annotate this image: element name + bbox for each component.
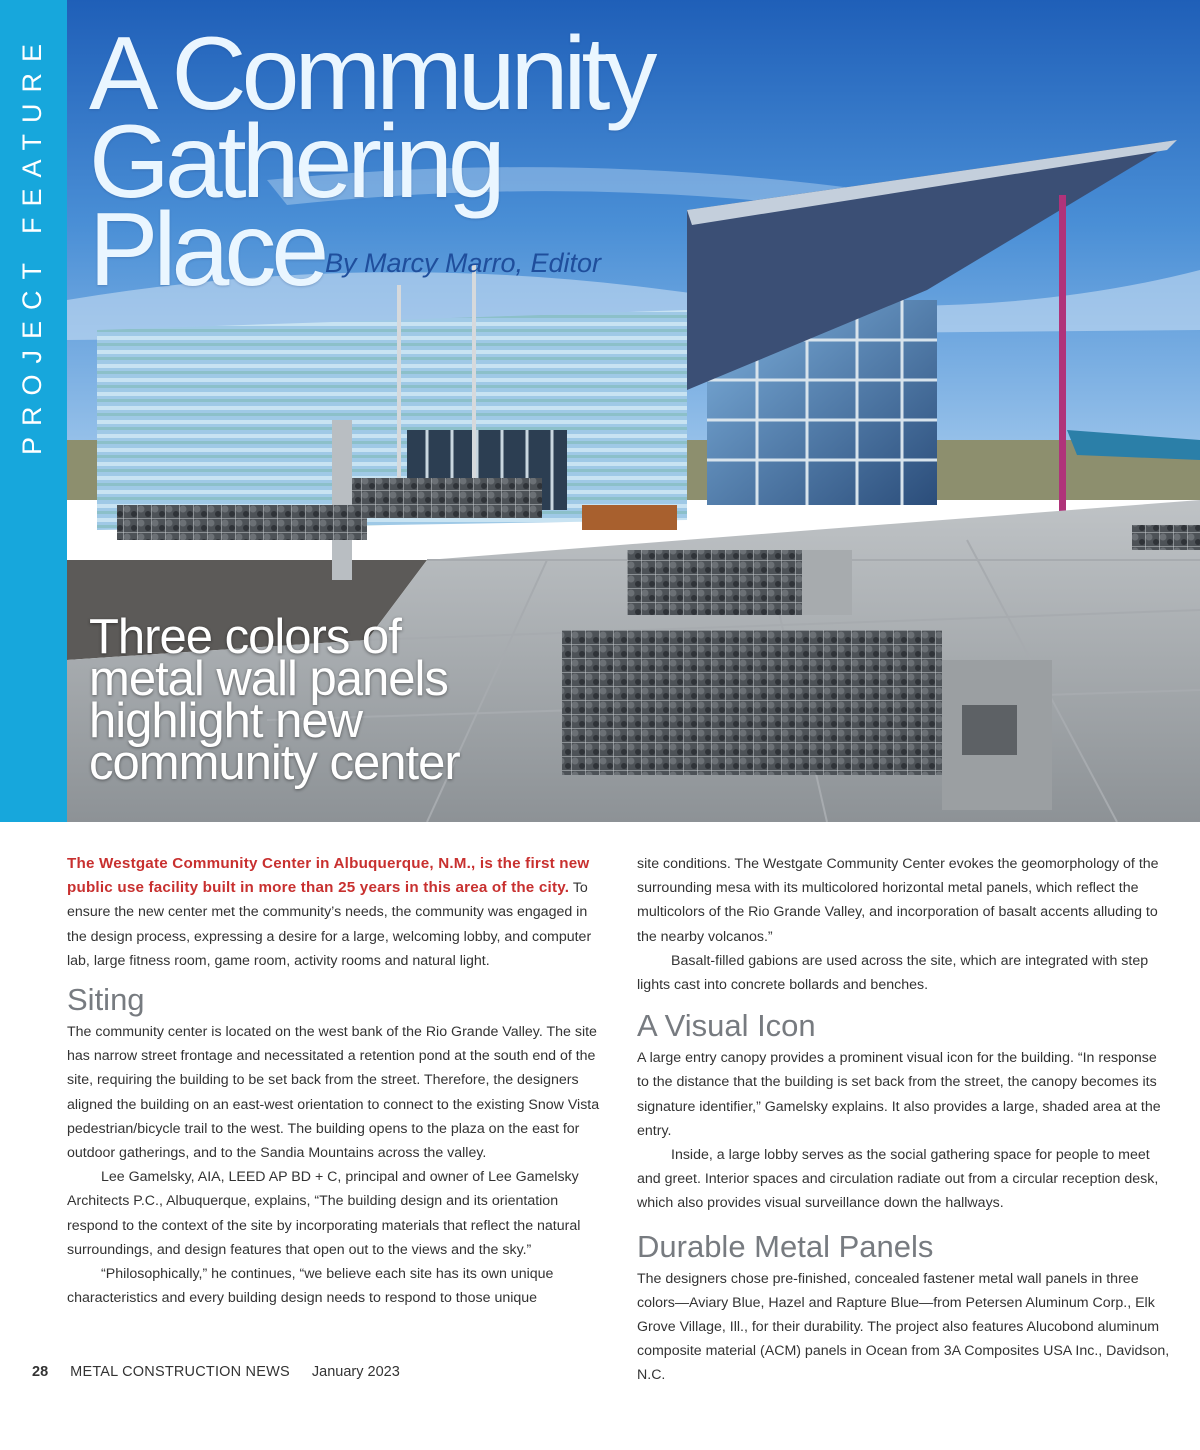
intro-paragraph bbox=[67, 852, 602, 973]
body-paragraph: Lee Gamelsky, AIA, LEED AP BD + C, principal and owner of Lee Gamelsky Architects P.C., Albuquerque, explains, “The building design and its orientation respond to the context of the site by incorporating materials that reflect the natural surroundings, and design features that open out to the views and the sky.” bbox=[67, 1169, 581, 1258]
body-paragraph: A large entry canopy provides a prominent visual icon for the building. “In response to the distance that the building is set back from the street, the canopy becomes its signature identifier,” Gamelsky explains. It also provides a large, shaded area at the entry. bbox=[637, 1050, 1161, 1139]
deck-line: highlight new bbox=[89, 694, 363, 748]
body-paragraph: The designers chose pre-finished, concealed fastener metal wall panels in three colors—Aviary Blue, Hazel and Rapture Blue—from Petersen Aluminum Corp., Elk Grove Village, Ill., for their durability. The project also features Alucobond aluminum composite material (ACM) panels in Ocean from 3A Composites USA Inc., Davidson, N.C. bbox=[637, 1270, 1170, 1384]
magazine-name: METAL CONSTRUCTION NEWS bbox=[70, 1364, 290, 1380]
article-deck bbox=[89, 610, 460, 790]
byline: By Marcy Marro, Editor bbox=[325, 248, 602, 278]
section-label: PROJECT FEATURE bbox=[17, 32, 47, 455]
deck-line: Three colors of bbox=[89, 610, 401, 664]
title-line: Gathering bbox=[89, 104, 501, 220]
body-paragraph: site conditions. The Westgate Community Center evokes the geomorphology of the surrounding mesa with its multicolored horizontal metal panels, which reflect the multicolors of the Rio Grande Valley, and incorporation of basalt accents alluding to the nearby volcanos.” bbox=[637, 856, 1159, 945]
title-line: Place bbox=[89, 192, 325, 308]
issue-date: January 2023 bbox=[311, 1364, 400, 1380]
siting-heading: Siting bbox=[67, 982, 145, 1018]
page-number: 28 bbox=[32, 1364, 49, 1380]
metal-panels-heading: Durable Metal Panels bbox=[637, 1228, 934, 1264]
body-paragraph: Inside, a large lobby serves as the social gathering space for people to meet and greet. Interior spaces and circulation radiate out from a circular reception desk, which also provides visual surveillance down the hallways. bbox=[637, 1147, 1159, 1212]
body-paragraph: The community center is located on the west bank of the Rio Grande Valley. The site has narrow street frontage and necessitated a retention pond at the south end of the site, requiring the building to be set back from the street. Therefore, the designers aligned the building on an east-west orientation to connect to the existing Snow Vista pedestrian/bicycle trail to the west. The building opens to the plaza on the east for outdoor gatherings, and to the Sandia Mountains across the valley. bbox=[67, 1024, 600, 1162]
right-column bbox=[637, 852, 1172, 1388]
left-column bbox=[67, 852, 602, 1310]
title-line: A Community bbox=[89, 16, 653, 132]
side-band bbox=[0, 0, 67, 822]
deck-line: metal wall panels bbox=[89, 652, 448, 706]
hero-photo bbox=[67, 0, 1200, 822]
intro-text: To ensure the new center met the community’s needs, the community was engaged in the design process, expressing a desire for a large, welcoming lobby, and computer lab, large fitness room, game room, activity rooms and natural light. bbox=[67, 880, 592, 969]
lead-text: The Westgate Community Center in Albuquerque, N.M., is the first new public use facility built in more than 25 years in this area of the city. bbox=[67, 855, 590, 897]
body-paragraph: “Philosophically,” he continues, “we believe each site has its own unique characteristics and every building design needs to respond to those unique bbox=[67, 1266, 554, 1307]
page-footer bbox=[32, 1364, 400, 1380]
visual-icon-heading: A Visual Icon bbox=[637, 1008, 816, 1044]
body-paragraph: Basalt-filled gabions are used across the site, which are integrated with step lights cast into concrete bollards and benches. bbox=[637, 952, 1149, 994]
deck-line: community center bbox=[89, 736, 460, 790]
